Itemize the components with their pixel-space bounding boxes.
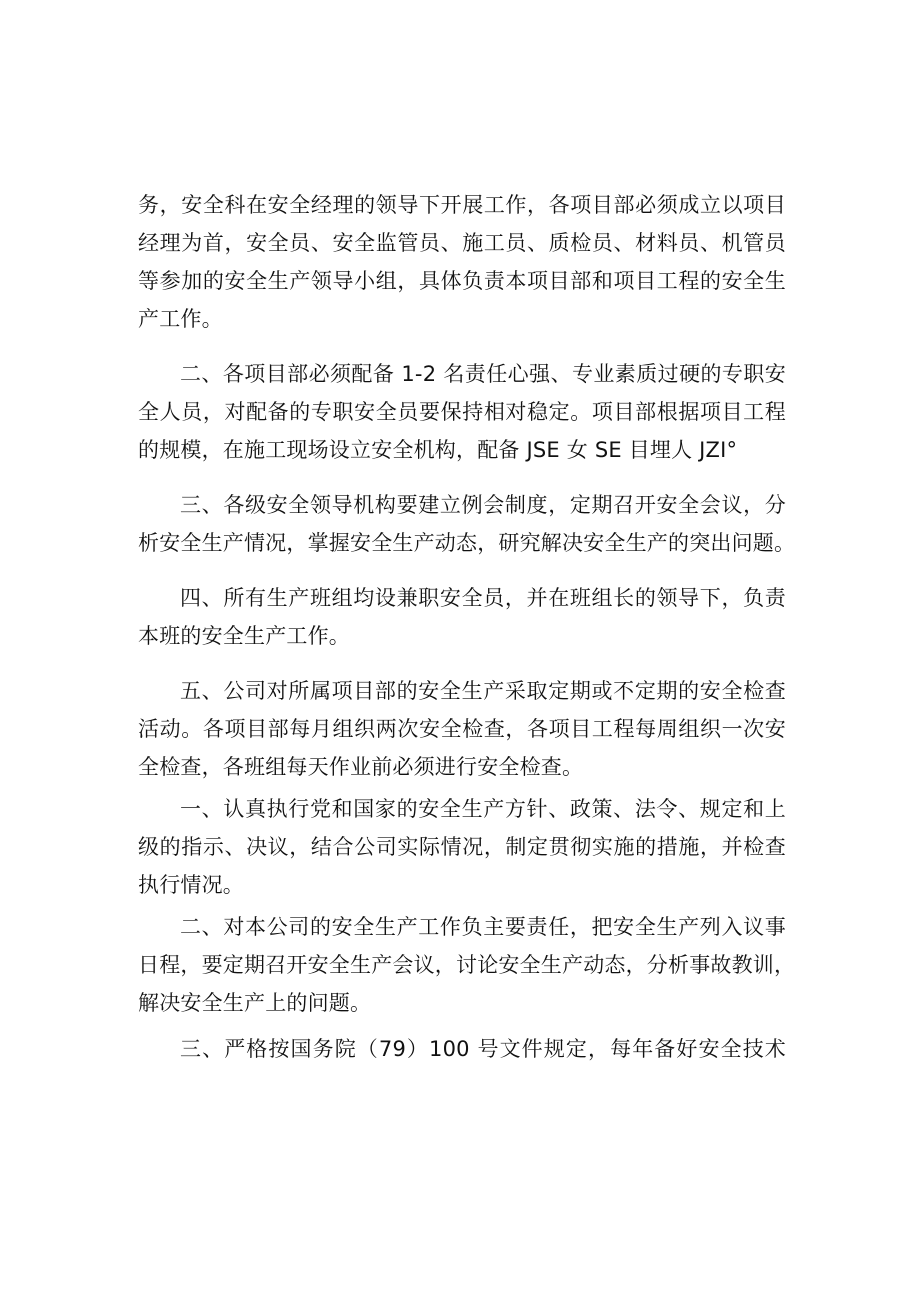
paragraph-duty-1 bbox=[138, 790, 786, 904]
paragraph-item-5 bbox=[138, 672, 786, 786]
text-line: 经理为首，安全员、安全监管员、施工员、质检员、材料员、机管员 bbox=[138, 231, 786, 255]
text-line: 二、对本公司的安全生产工作负主要责任，把安全生产列入议事 bbox=[180, 915, 786, 939]
text-line: 执行情况。 bbox=[138, 873, 244, 897]
paragraph-intro bbox=[138, 186, 786, 338]
paragraph-duty-2 bbox=[138, 908, 796, 1022]
text-line: 一、认真执行党和国家的安全生产方针、政策、法令、规定和上 bbox=[180, 797, 786, 821]
paragraph-item-2 bbox=[138, 355, 786, 469]
paragraph-duty-3 bbox=[138, 1030, 786, 1068]
text-line: 活动。各项目部每月组织两次安全检查，各项目工程每周组织一次安 bbox=[138, 717, 786, 741]
text-line: 三、各级安全领导机构要建立例会制度，定期召开安全会议，分 bbox=[180, 493, 786, 517]
paragraph-item-4 bbox=[138, 579, 786, 655]
text-line: 级的指示、决议，结合公司实际情况，制定贯彻实施的措施，并检查 bbox=[138, 835, 786, 859]
text-line: 五、公司对所属项目部的安全生产采取定期或不定期的安全检查 bbox=[180, 679, 786, 703]
text-line: 等参加的安全生产领导小组，具体负责本项目部和项目工程的安全生 bbox=[138, 269, 786, 293]
text-line: 务，安全科在安全经理的领导下开展工作，各项目部必须成立以项目 bbox=[138, 193, 786, 217]
text-line: 析安全生产情况，掌握安全生产动态，研究解决安全生产的突出问题。 bbox=[138, 531, 796, 555]
text-line: 本班的安全生产工作。 bbox=[138, 624, 350, 648]
paragraph-item-3 bbox=[138, 486, 796, 562]
text-line: 三、严格按国务院（79）100 号文件规定，每年备好安全技术 bbox=[180, 1037, 786, 1061]
text-line: 的规模，在施工现场设立安全机构，配备 JSE 女 SE 目埋人 JZI° bbox=[138, 438, 738, 462]
document-body bbox=[138, 186, 796, 1068]
text-line: 产工作。 bbox=[138, 307, 223, 331]
text-line: 解决安全生产上的问题。 bbox=[138, 991, 372, 1015]
text-line: 日程，要定期召开安全生产会议，讨论安全生产动态，分析事故教训， bbox=[138, 953, 796, 977]
text-line: 四、所有生产班组均设兼职安全员，并在班组长的领导下，负责 bbox=[180, 586, 786, 610]
text-line: 全检查，各班组每天作业前必须进行安全检查。 bbox=[138, 755, 584, 779]
text-line: 全人员，对配备的专职安全员要保持相对稳定。项目部根据项目工程 bbox=[138, 400, 786, 424]
text-line: 二、各项目部必须配备 1-2 名责任心强、专业素质过硬的专职安 bbox=[180, 362, 786, 386]
